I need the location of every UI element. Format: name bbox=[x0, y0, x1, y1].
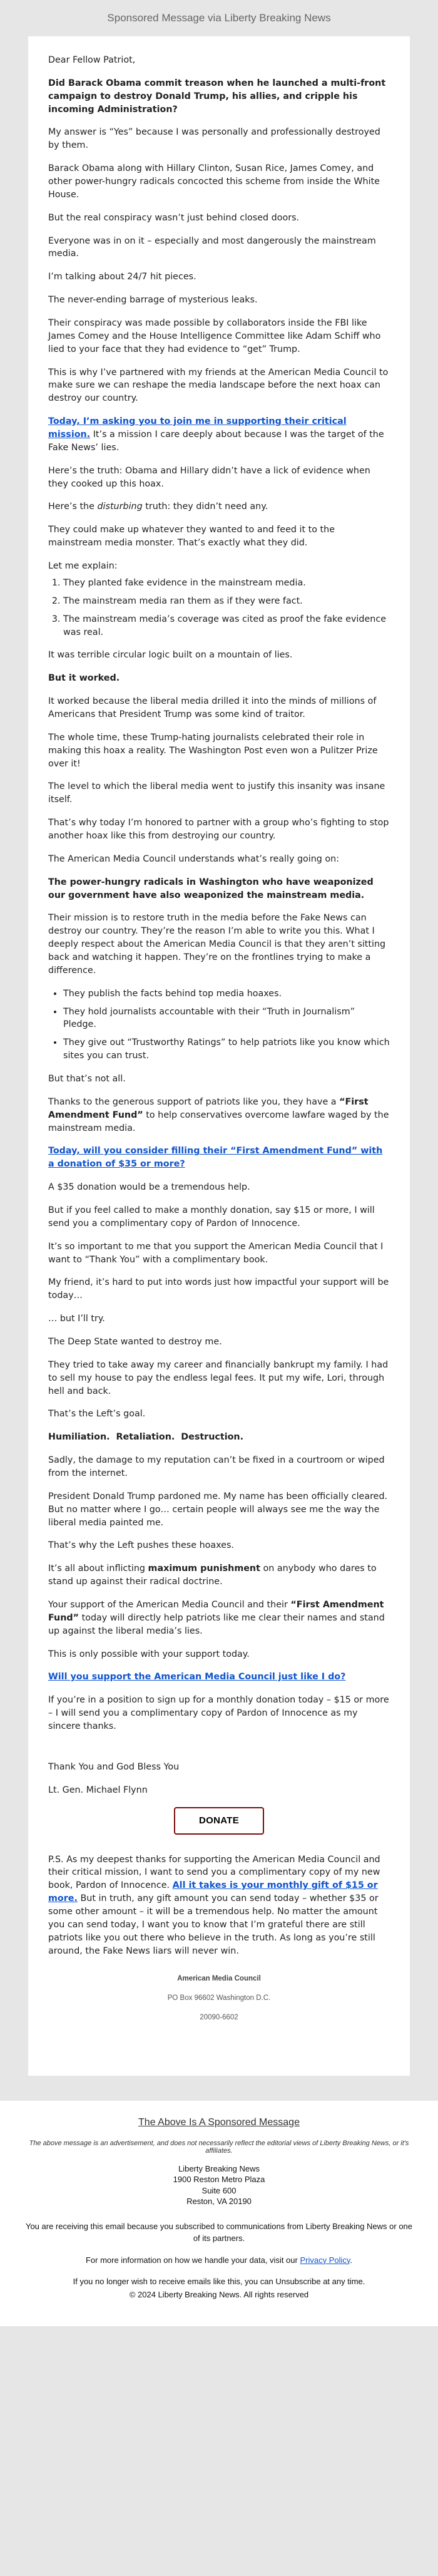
paragraph: That’s why today I’m honored to partner with a group who’s fighting to stop another hoax like this from destroying our country. bbox=[48, 818, 389, 841]
email-footer bbox=[0, 2101, 438, 2326]
paragraph: This is why I’ve partnered with my friends at the American Media Council to make sure we can reshape the media landscape before the next hoax can destroy our country. bbox=[48, 367, 389, 404]
monthly-gift-link[interactable]: All it takes is your monthly gift of $15 or more. bbox=[48, 1880, 378, 1904]
paragraph: President Donald Trump pardoned me. My name has been officially cleared. But no matter where I go… certain people will always see me the way the liberal media painted me. bbox=[48, 1491, 388, 1528]
publisher-street: 1900 Reston Metro Plaza bbox=[173, 2175, 265, 2185]
paragraph: It worked because the liberal media drilled it into the minds of millions of Americans that President Trump was some kind of traitor. bbox=[48, 696, 377, 719]
paragraph: Everyone was in on it – especially and most dangerously the mainstream media. bbox=[48, 235, 376, 259]
paragraph-text: to help conservatives overcome lawfare waged by the mainstream media. bbox=[48, 1110, 389, 1133]
paragraph-text: It’s all about inflicting bbox=[48, 1564, 148, 1574]
paragraph: … but I’ll try. bbox=[48, 1314, 105, 1324]
paragraph-text: But in truth, any gift amount you can send today – whether $35 or some other amount – it will be a tremendous help. No matter the amount you can send today, I want you to know that I’m grateful there are still patriots like you out there who believe in the truth. As long as you’re still around, the Fake News liars will never win. bbox=[48, 1893, 379, 1956]
support-mission-link[interactable]: Today, I’m asking you to join me in supporting their critical mission. bbox=[48, 416, 347, 440]
paragraph-text: It’s a mission I care deeply about because I was the target of the Fake News’ lies. bbox=[48, 430, 384, 453]
unsubscribe-notice: If you no longer wish to receive emails like this, you can Unsubscribe at any time. bbox=[73, 2277, 365, 2287]
paragraph: But if you feel called to make a monthly donation, say $15 or more, I will send you a complimentary copy of Pardon of Innocence. bbox=[48, 1205, 375, 1229]
paragraph-text: Your support of the American Media Council and their bbox=[48, 1600, 291, 1610]
paragraph-text: P.S. As my deepest thanks for supporting the American Media Council and their critical mission, I want to send you a complimentary copy of my new book, Pardon of Innocence. bbox=[48, 1854, 380, 1891]
paragraph: They tried to take away my career and financially bankrupt my family. I had to sell my house to pay the endless legal fees. It put my wife, Lori, through hell and back. bbox=[48, 1359, 389, 1396]
paragraph: Barack Obama along with Hillary Clinton, Susan Rice, James Comey, and other power-hungry radicals concocted this scheme from inside the White House. bbox=[48, 163, 380, 200]
publisher-city: Reston, VA 20190 bbox=[186, 2197, 252, 2207]
list-item: • They give out “Trustworthy Ratings” to help patriots like you know which sites you can trust. bbox=[63, 1036, 390, 1063]
lead-question: Did Barack Obama commit treason when he launched a multi-front campaign to destroy Donald Trump, his allies, and cripple his incoming Administration? bbox=[48, 78, 386, 115]
paragraph: Their conspiracy was made possible by collaborators inside the FBI like James Comey and the House Intelligence Committee like Adam Schiff who lied to your face that they had evidence to “get” Trump. bbox=[48, 318, 381, 354]
paragraph: The level to which the liberal media went to justify this insanity was insane itself. bbox=[48, 781, 385, 805]
support-council-link[interactable]: Will you support the American Media Council just like I do? bbox=[48, 1672, 346, 1682]
subscription-notice: You are receiving this email because you subscribed to communications from Liberty Breaking News or one of its partners. bbox=[25, 2221, 413, 2243]
paragraph: If you’re in a position to sign up for a monthly donation today – $15 or more – I will send you a complimentary copy of Pardon of Innocence as my sincere thanks. bbox=[48, 1695, 389, 1732]
paragraph bbox=[48, 1562, 390, 1589]
closing: Thank You and God Bless You bbox=[48, 1761, 180, 1772]
paragraph: But the real conspiracy wasn’t just behind closed doors. bbox=[48, 212, 300, 223]
paragraph: A $35 donation would be a tremendous help. bbox=[48, 1182, 250, 1193]
paragraph: The whole time, these Trump-hating journalists celebrated their role in making this hoax a reality. The Washington Post even won a Pulitzer Prize over it! bbox=[48, 732, 378, 769]
paragraph-text: truth: they didn’t need any. bbox=[142, 502, 268, 512]
paragraph: The American Media Council understands what’s really going on: bbox=[48, 853, 340, 864]
list-item: • They publish the facts behind top media hoaxes. bbox=[63, 987, 390, 1001]
disclaimer: The above message is an advertisement, and does not necessarily reflect the editorial views of Liberty Breaking News, or it's affiliates. bbox=[29, 2139, 409, 2155]
zip-code: 20090-6602 bbox=[200, 2013, 238, 2021]
bold-text: maximum punishment bbox=[148, 1564, 260, 1574]
paragraph: Here’s the truth: Obama and Hillary didn’t have a lick of evidence when they cooked up this hoax. bbox=[48, 465, 370, 489]
paragraph: The never-ending barrage of mysterious leaks. bbox=[48, 295, 258, 306]
paragraph: Their mission is to restore truth in the media before the Fake News can destroy our country. They’re the reason I’m able to write you this. What I deeply respect about the American Media Council is that they aren’t sitting back and watching it happen. They’re on the frontlines trying to make a difference. bbox=[48, 913, 386, 976]
sponsor-notice: The Above Is A Sponsored Message bbox=[138, 2116, 300, 2128]
paragraph: I’m talking about 24/7 hit pieces. bbox=[48, 272, 196, 282]
paragraph: It’s so important to me that you support the American Media Council that I want to “Thank You” with a complimentary book. bbox=[48, 1241, 384, 1265]
greeting: Dear Fellow Patriot, bbox=[48, 55, 136, 65]
privacy-notice bbox=[25, 2255, 413, 2267]
list-item: 1. They planted fake evidence in the mainstream media. bbox=[63, 577, 390, 590]
publisher-suite: Suite 600 bbox=[201, 2185, 237, 2195]
paragraph-text: For more information on how we handle your data, visit our bbox=[85, 2255, 300, 2265]
postscript bbox=[48, 1853, 390, 1958]
paragraph-text: Thanks to the generous support of patriots like you, they have a bbox=[48, 1096, 340, 1107]
paragraph: That’s why the Left pushes these hoaxes. bbox=[48, 1540, 234, 1551]
numbered-list bbox=[48, 577, 390, 639]
mailing-address bbox=[48, 1974, 390, 2022]
list-item: 3. The mainstream media’s coverage was cited as proof the fake evidence was real. bbox=[63, 613, 390, 639]
paragraph bbox=[48, 1096, 390, 1135]
paragraph: Let me explain: bbox=[48, 561, 118, 572]
paragraph: That’s the Left’s goal. bbox=[48, 1409, 146, 1419]
paragraph: Sadly, the damage to my reputation can’t be fixed in a courtroom or wiped from the internet. bbox=[48, 1455, 385, 1479]
signature: Lt. Gen. Michael Flynn bbox=[48, 1785, 148, 1795]
list-item: • They hold journalists accountable with their “Truth in Journalism” Pledge. bbox=[63, 1006, 390, 1032]
bullet-list bbox=[48, 987, 390, 1063]
paragraph: They could make up whatever they wanted to and feed it to the mainstream media monster. That’s exactly what they did. bbox=[48, 525, 335, 549]
paragraph-text: today will directly help patriots like me clear their names and stand up against the liberal media’s lies. bbox=[48, 1612, 385, 1636]
copyright: © 2024 Liberty Breaking News. All rights reserved bbox=[129, 2290, 309, 2300]
paragraph: It was terrible circular logic built on a mountain of lies. bbox=[48, 650, 293, 661]
donate-button[interactable]: DONATE bbox=[174, 1807, 264, 1835]
emphasis-text: disturbing bbox=[97, 502, 143, 512]
donate-wrap bbox=[48, 1807, 390, 1835]
publisher-address bbox=[25, 2163, 413, 2207]
list-item: 2. The mainstream media ran them as if they were fact. bbox=[63, 595, 390, 608]
paragraph-text: Here’s the bbox=[48, 502, 98, 512]
paragraph-bold: The power-hungry radicals in Washington who have weaponized our government have also weaponized the mainstream media. bbox=[48, 877, 374, 900]
org-name: American Media Council bbox=[177, 1975, 261, 1983]
bold-text: “First Amendment Fund” bbox=[48, 1600, 384, 1623]
po-box: PO Box 96602 Washington D.C. bbox=[167, 1994, 271, 2002]
paragraph-text: on anybody who dares to stand up against their radical doctrine. bbox=[48, 1564, 377, 1587]
publisher-name: Liberty Breaking News bbox=[178, 2163, 260, 2173]
paragraph bbox=[48, 500, 390, 513]
paragraph bbox=[48, 1599, 390, 1638]
paragraph-bold: Humiliation. Retaliation. Destruction. bbox=[48, 1432, 244, 1443]
paragraph bbox=[48, 1145, 390, 1171]
donate-35-link[interactable]: Today, will you consider filling their “First Amendment Fund” with a donation of $35 or more? bbox=[48, 1146, 383, 1170]
letter-body bbox=[28, 36, 410, 2076]
paragraph: My answer is “Yes” because I was personally and professionally destroyed by them. bbox=[48, 127, 380, 151]
paragraph bbox=[48, 1671, 390, 1684]
paragraph: This is only possible with your support today. bbox=[48, 1649, 250, 1659]
paragraph: But that’s not all. bbox=[48, 1073, 126, 1084]
paragraph: The Deep State wanted to destroy me. bbox=[48, 1337, 222, 1347]
paragraph bbox=[48, 415, 390, 455]
paragraph-text: . bbox=[350, 2255, 353, 2265]
sponsored-header: Sponsored Message via Liberty Breaking News bbox=[0, 0, 438, 36]
paragraph-bold: But it worked. bbox=[48, 673, 120, 684]
bold-text: “First Amendment Fund” bbox=[48, 1096, 369, 1120]
paragraph: My friend, it’s hard to put into words just how impactful your support will be today… bbox=[48, 1277, 389, 1301]
privacy-policy-link[interactable]: Privacy Policy bbox=[300, 2255, 350, 2265]
